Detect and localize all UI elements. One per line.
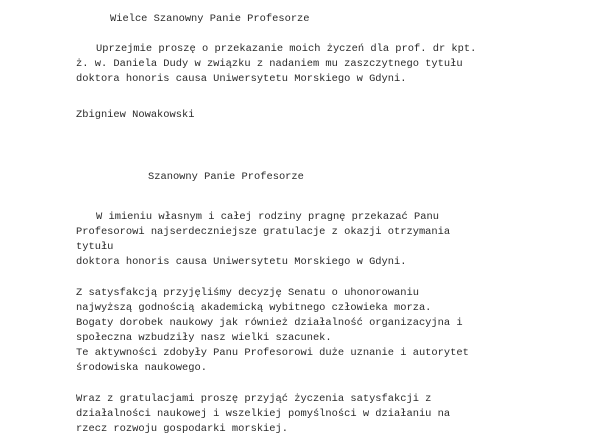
letter2-p2-line-2: najwyższą godnością akademicką wybitnego człowieka morza. (76, 302, 432, 314)
letter1-body-line-2: ż. w. Daniela Dudy w związku z nadaniem mu zaszczytnego tytułu (76, 58, 463, 70)
letter2-p2-line-1: Z satysfakcją przyjęliśmy decyzję Senatu o uhonorowaniu (76, 287, 419, 299)
letter2-p2-line-3: Bogaty dorobek naukowy jak również działalność organizacyjna i (76, 317, 463, 329)
letter2-p1-line-3: tytułu (76, 241, 114, 253)
letter1-body-line-3: doktora honoris causa Uniwersytetu Morskiego w Gdyni. (76, 73, 407, 85)
letter2-p3-line-2: działalności naukowej i wszelkiej pomyślności w działaniu na (76, 408, 451, 420)
letter2-p2-line-5: Te aktywności zdobyły Panu Profesorowi duże uznanie i autorytet (76, 347, 469, 359)
letter2-p1-line-2: Profesorowi najserdeczniejsze gratulacje z okazji otrzymania (76, 226, 451, 238)
letter2-p3-line-3: rzecz rozwoju gospodarki morskiej. (76, 423, 289, 435)
letter1-body-line-1: Uprzejmie proszę o przekazanie moich życzeń dla prof. dr kpt. (96, 43, 477, 55)
letter1-salutation: Wielce Szanowny Panie Profesorze (110, 13, 310, 25)
letter2-p1-line-4: doktora honoris causa Uniwersytetu Morskiego w Gdyni. (76, 256, 407, 268)
letter1-signature: Zbigniew Nowakowski (76, 109, 195, 121)
letter2-salutation: Szanowny Panie Profesorze (148, 171, 304, 183)
letter2-p2-line-4: społeczna wzbudziły nasz wielki szacunek. (76, 332, 332, 344)
letter2-p1-line-1: W imieniu własnym i całej rodziny pragnę przekazać Panu (96, 211, 439, 223)
letter2-p3-line-1: Wraz z gratulacjami proszę przyjąć życzenia satysfakcji z (76, 393, 432, 405)
letter2-p2-line-6: środowiska naukowego. (76, 362, 207, 374)
